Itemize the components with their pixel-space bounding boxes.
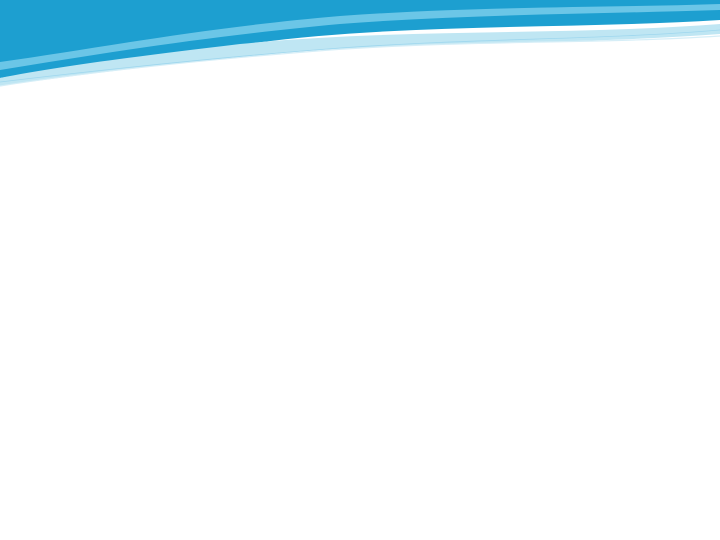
- nail-cards-sheet: [372, 168, 582, 480]
- header-banner: [0, 0, 720, 90]
- dot-cards-sheet: [72, 136, 356, 512]
